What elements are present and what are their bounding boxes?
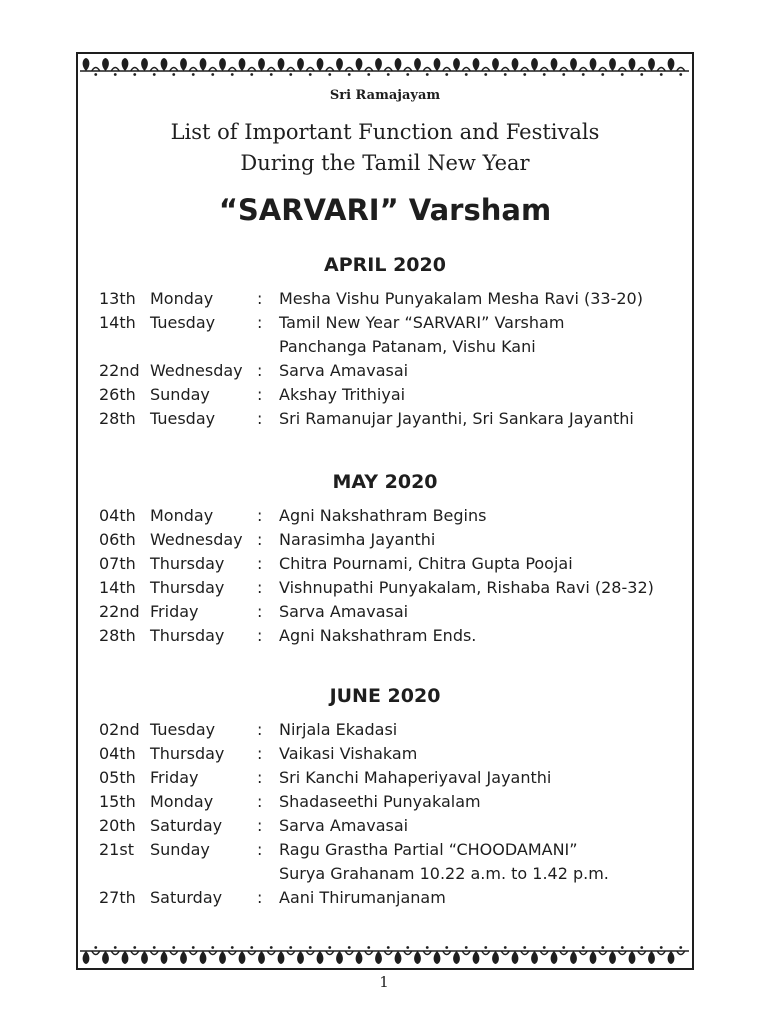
vine-dot-ornament xyxy=(172,73,175,76)
separator: : xyxy=(257,385,263,404)
vine-dot-ornament xyxy=(426,73,429,76)
event-text: Sarva Amavasai xyxy=(279,602,409,621)
vine-leaf-ornament xyxy=(668,58,675,71)
event-day: Thursday xyxy=(150,554,225,573)
april-event-list xyxy=(99,287,692,431)
vine-dot-ornament xyxy=(270,73,273,76)
list-item xyxy=(99,838,692,862)
vine-leaf-ornament xyxy=(531,58,538,71)
separator: : xyxy=(257,626,263,645)
vine-dot-ornament xyxy=(192,946,195,949)
vine-leaf-ornament xyxy=(395,58,402,71)
list-item xyxy=(99,576,692,600)
separator: : xyxy=(257,602,263,621)
event-text: Sri Kanchi Mahaperiyaval Jayanthi xyxy=(279,768,552,787)
vine-leaf-ornament xyxy=(122,58,129,71)
vine-leaf-ornament xyxy=(180,951,187,964)
vine-leaf-ornament xyxy=(375,58,382,71)
event-day: Sunday xyxy=(150,385,210,404)
event-day: Friday xyxy=(150,602,199,621)
event-day: Wednesday xyxy=(150,361,243,380)
vine-leaf-ornament xyxy=(258,951,265,964)
vine-dot-ornament xyxy=(582,946,585,949)
vine-dot-ornament xyxy=(445,73,448,76)
vine-leaf-ornament xyxy=(453,58,460,71)
vine-leaf-ornament xyxy=(200,58,207,71)
vine-dot-ornament xyxy=(133,73,136,76)
list-item xyxy=(99,742,692,766)
vine-leaf-ornament xyxy=(297,58,304,71)
separator: : xyxy=(257,720,263,739)
vine-dot-ornament xyxy=(250,946,253,949)
list-item xyxy=(99,407,692,431)
vine-dot-ornament xyxy=(153,73,156,76)
vine-leaf-ornament xyxy=(83,951,90,964)
event-day: Tuesday xyxy=(150,720,216,739)
vine-dot-ornament xyxy=(621,946,624,949)
event-date: 05th xyxy=(99,768,136,787)
vine-dot-ornament xyxy=(387,946,390,949)
vine-leaf-ornament xyxy=(414,951,421,964)
event-date: 28th xyxy=(99,626,136,645)
main-title: “SARVARI” Varsham xyxy=(218,193,552,227)
vine-dot-ornament xyxy=(406,946,409,949)
vine-leaf-ornament xyxy=(648,58,655,71)
event-text: Agni Nakshathram Ends. xyxy=(279,626,477,645)
event-text: Chitra Pournami, Chitra Gupta Poojai xyxy=(279,554,573,573)
vine-leaf-ornament xyxy=(453,951,460,964)
vine-dot-ornament xyxy=(640,73,643,76)
event-date: 14th xyxy=(99,313,136,332)
event-text: Vaikasi Vishakam xyxy=(279,744,418,763)
bottom-ornament-svg xyxy=(78,944,691,968)
vine-leaf-ornament xyxy=(570,951,577,964)
list-item xyxy=(99,862,692,886)
vine-leaf-ornament xyxy=(102,58,109,71)
vine-leaf-ornament xyxy=(356,58,363,71)
vine-dot-ornament xyxy=(94,73,97,76)
june-event-list xyxy=(99,718,692,910)
event-day: Monday xyxy=(150,506,214,525)
vine-dot-ornament xyxy=(289,946,292,949)
vine-leaf-ornament xyxy=(570,58,577,71)
event-text: Surya Grahanam 10.22 a.m. to 1.42 p.m. xyxy=(279,864,609,883)
top-ornamental-border xyxy=(78,54,692,78)
event-date: 02nd xyxy=(99,720,140,739)
vine-leaf-ornament xyxy=(590,951,597,964)
vine-dot-ornament xyxy=(328,946,331,949)
separator: : xyxy=(257,816,263,835)
vine-dot-ornament xyxy=(192,73,195,76)
vine-leaf-ornament xyxy=(258,58,265,71)
vine-leaf-ornament xyxy=(102,951,109,964)
event-day: Friday xyxy=(150,768,199,787)
vine-dot-ornament xyxy=(309,946,312,949)
event-date: 14th xyxy=(99,578,136,597)
event-text: Vishnupathi Punyakalam, Rishaba Ravi (28-32) xyxy=(279,578,654,597)
event-date: 15th xyxy=(99,792,136,811)
separator: : xyxy=(257,792,263,811)
title-line-2: During the Tamil New Year xyxy=(240,151,530,175)
vine-leaf-ornament xyxy=(239,58,246,71)
event-date: 07th xyxy=(99,554,136,573)
month-heading-may: MAY 2020 xyxy=(332,471,438,493)
event-date: 20th xyxy=(99,816,136,835)
separator: : xyxy=(257,554,263,573)
vine-leaf-ornament xyxy=(512,951,519,964)
separator: : xyxy=(257,409,263,428)
vine-dot-ornament xyxy=(562,73,565,76)
event-date: 27th xyxy=(99,888,136,907)
month-heading-april: APRIL 2020 xyxy=(324,254,446,276)
separator: : xyxy=(257,744,263,763)
vine-leaf-ornament xyxy=(492,58,499,71)
vine-dot-ornament xyxy=(484,946,487,949)
event-text: Sri Ramanujar Jayanthi, Sri Sankara Jayanthi xyxy=(279,409,634,428)
vine-leaf-ornament xyxy=(356,951,363,964)
vine-leaf-ornament xyxy=(317,951,324,964)
vine-dot-ornament xyxy=(523,73,526,76)
vine-dot-ornament xyxy=(523,946,526,949)
vine-dot-ornament xyxy=(621,73,624,76)
vine-dot-ornament xyxy=(231,73,234,76)
vine-dot-ornament xyxy=(114,73,117,76)
vine-leaf-ornament xyxy=(317,58,324,71)
vine-leaf-ornament xyxy=(434,951,441,964)
list-item xyxy=(99,766,692,790)
event-day: Thursday xyxy=(150,744,225,763)
event-text: Tamil New Year “SARVARI” Varsham xyxy=(279,313,565,332)
vine-leaf-ornament xyxy=(141,58,148,71)
vine-leaf-ornament xyxy=(375,951,382,964)
list-item xyxy=(99,552,692,576)
vine-dot-ornament xyxy=(309,73,312,76)
blessing-text: Sri Ramajayam xyxy=(329,88,441,103)
vine-leaf-ornament xyxy=(336,58,343,71)
event-day: Sunday xyxy=(150,840,210,859)
list-item xyxy=(99,886,692,910)
vine-leaf-ornament xyxy=(531,951,538,964)
list-item xyxy=(99,311,692,335)
vine-dot-ornament xyxy=(270,946,273,949)
separator: : xyxy=(257,289,263,308)
event-date: 22nd xyxy=(99,361,140,380)
vine-dot-ornament xyxy=(562,946,565,949)
vine-dot-ornament xyxy=(114,946,117,949)
vine-dot-ornament xyxy=(348,946,351,949)
event-date: 21st xyxy=(99,840,134,859)
vine-dot-ornament xyxy=(601,946,604,949)
separator: : xyxy=(257,578,263,597)
vine-leaf-ornament xyxy=(219,58,226,71)
list-item xyxy=(99,335,692,359)
vine-dot-ornament xyxy=(406,73,409,76)
vine-dot-ornament xyxy=(328,73,331,76)
event-text: Nirjala Ekadasi xyxy=(279,720,398,739)
vine-dot-ornament xyxy=(387,73,390,76)
vine-dot-ornament xyxy=(211,946,214,949)
event-text: Narasimha Jayanthi xyxy=(279,530,436,549)
event-date: 04th xyxy=(99,506,136,525)
vine-dot-ornament xyxy=(679,946,682,949)
vine-dot-ornament xyxy=(640,946,643,949)
event-day: Monday xyxy=(150,289,214,308)
page-border-frame xyxy=(76,52,694,970)
event-day: Thursday xyxy=(150,578,225,597)
vine-leaf-ornament xyxy=(629,951,636,964)
vine-dot-ornament xyxy=(426,946,429,949)
vine-dot-ornament xyxy=(504,946,507,949)
vine-leaf-ornament xyxy=(180,58,187,71)
separator: : xyxy=(257,313,263,332)
vine-dot-ornament xyxy=(504,73,507,76)
vine-leaf-ornament xyxy=(141,951,148,964)
event-day: Thursday xyxy=(150,626,225,645)
vine-dot-ornament xyxy=(679,73,682,76)
event-text: Ragu Grastha Partial “CHOODAMANI” xyxy=(279,840,578,859)
vine-dot-ornament xyxy=(367,946,370,949)
vine-dot-ornament xyxy=(660,73,663,76)
vine-dot-ornament xyxy=(465,946,468,949)
vine-dot-ornament xyxy=(445,946,448,949)
vine-leaf-ornament xyxy=(219,951,226,964)
list-item xyxy=(99,814,692,838)
vine-leaf-ornament xyxy=(551,951,558,964)
vine-dot-ornament xyxy=(465,73,468,76)
vine-leaf-ornament xyxy=(161,58,168,71)
vine-leaf-ornament xyxy=(200,951,207,964)
event-text: Shadaseethi Punyakalam xyxy=(279,792,481,811)
vine-dot-ornament xyxy=(484,73,487,76)
event-date: 13th xyxy=(99,289,136,308)
event-day: Saturday xyxy=(150,816,223,835)
vine-dot-ornament xyxy=(601,73,604,76)
top-ornament-svg xyxy=(78,54,691,78)
event-text: Akshay Trithiyai xyxy=(279,385,406,404)
event-date: 06th xyxy=(99,530,136,549)
separator: : xyxy=(257,768,263,787)
vine-leaf-ornament xyxy=(473,58,480,71)
separator: : xyxy=(257,530,263,549)
vine-leaf-ornament xyxy=(414,58,421,71)
vine-leaf-ornament xyxy=(668,951,675,964)
vine-leaf-ornament xyxy=(551,58,558,71)
event-text: Mesha Vishu Punyakalam Mesha Ravi (33-20) xyxy=(279,289,643,308)
event-text: Sarva Amavasai xyxy=(279,361,409,380)
vine-dot-ornament xyxy=(582,73,585,76)
vine-leaf-ornament xyxy=(434,58,441,71)
vine-dot-ornament xyxy=(660,946,663,949)
title-line-1: List of Important Function and Festivals xyxy=(170,120,600,144)
vine-leaf-ornament xyxy=(648,951,655,964)
event-date: 04th xyxy=(99,744,136,763)
vine-leaf-ornament xyxy=(161,951,168,964)
event-date: 22nd xyxy=(99,602,140,621)
event-text: Panchanga Patanam, Vishu Kani xyxy=(279,337,536,356)
list-item xyxy=(99,359,692,383)
vine-dot-ornament xyxy=(367,73,370,76)
vine-dot-ornament xyxy=(250,73,253,76)
list-item xyxy=(99,287,692,311)
vine-dot-ornament xyxy=(153,946,156,949)
vine-leaf-ornament xyxy=(590,58,597,71)
vine-leaf-ornament xyxy=(278,58,285,71)
vine-leaf-ornament xyxy=(83,58,90,71)
vine-leaf-ornament xyxy=(609,58,616,71)
vine-dot-ornament xyxy=(231,946,234,949)
vine-leaf-ornament xyxy=(609,951,616,964)
list-item xyxy=(99,528,692,552)
vine-dot-ornament xyxy=(133,946,136,949)
page-number: 1 xyxy=(379,973,389,991)
vine-leaf-ornament xyxy=(492,951,499,964)
list-item xyxy=(99,624,692,648)
vine-dot-ornament xyxy=(348,73,351,76)
list-item xyxy=(99,600,692,624)
event-day: Wednesday xyxy=(150,530,243,549)
event-day: Tuesday xyxy=(150,409,216,428)
separator: : xyxy=(257,361,263,380)
list-item xyxy=(99,718,692,742)
vine-leaf-ornament xyxy=(336,951,343,964)
vine-leaf-ornament xyxy=(512,58,519,71)
vine-leaf-ornament xyxy=(629,58,636,71)
vine-leaf-ornament xyxy=(278,951,285,964)
event-text: Aani Thirumanjanam xyxy=(279,888,446,907)
vine-dot-ornament xyxy=(289,73,292,76)
vine-leaf-ornament xyxy=(122,951,129,964)
list-item xyxy=(99,790,692,814)
vine-dot-ornament xyxy=(543,946,546,949)
bottom-ornamental-border xyxy=(78,944,692,968)
vine-leaf-ornament xyxy=(297,951,304,964)
list-item xyxy=(99,504,692,528)
vine-leaf-ornament xyxy=(239,951,246,964)
event-day: Saturday xyxy=(150,888,223,907)
event-date: 26th xyxy=(99,385,136,404)
separator: : xyxy=(257,840,263,859)
event-date: 28th xyxy=(99,409,136,428)
vine-leaf-ornament xyxy=(395,951,402,964)
page-header xyxy=(78,88,692,227)
vine-dot-ornament xyxy=(543,73,546,76)
may-event-list xyxy=(99,504,692,648)
list-item xyxy=(99,383,692,407)
vine-dot-ornament xyxy=(172,946,175,949)
vine-leaf-ornament xyxy=(473,951,480,964)
event-day: Monday xyxy=(150,792,214,811)
event-text: Sarva Amavasai xyxy=(279,816,409,835)
separator: : xyxy=(257,888,263,907)
event-text: Agni Nakshathram Begins xyxy=(279,506,487,525)
month-heading-june: JUNE 2020 xyxy=(329,685,441,707)
vine-dot-ornament xyxy=(94,946,97,949)
vine-dot-ornament xyxy=(211,73,214,76)
event-day: Tuesday xyxy=(150,313,216,332)
separator: : xyxy=(257,506,263,525)
